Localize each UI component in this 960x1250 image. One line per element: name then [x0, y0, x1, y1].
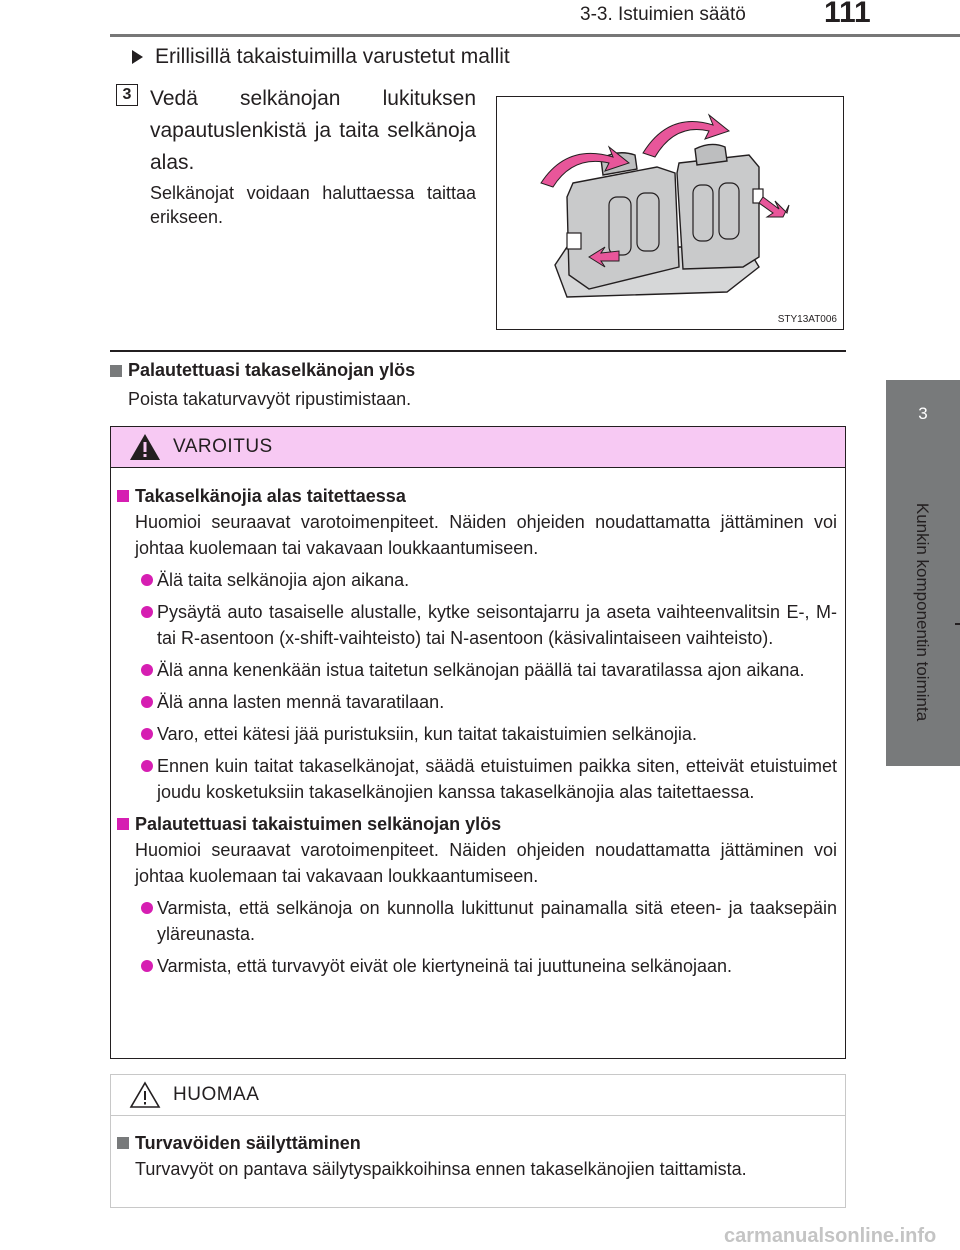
- square-bullet-icon: [110, 365, 122, 377]
- notice-body: Turvavyöt on pantava säilytyspaikkoihinsa ennen takaselkänojien taittamista.: [135, 1159, 747, 1179]
- warning-bullet-text: Älä taita selkänojia ajon aikana.: [157, 570, 410, 590]
- notice-subheading: [117, 1130, 837, 1156]
- release-arrow-right: [759, 197, 789, 217]
- warning-bullet-text: Ennen kuin taitat takaselkänojat, säädä etuistuimen paikka siten, etteivät etuistuimet joudu kosketuksiin takaselkänojien kanssa takaselkänojia alas taitettaessa.: [157, 756, 837, 802]
- triangle-right-icon: [132, 50, 143, 64]
- left-latch: [567, 233, 581, 249]
- warning-bullet: [141, 599, 837, 651]
- chapter-tab[interactable]: [886, 380, 960, 458]
- warning-bullet: [141, 657, 837, 683]
- warning-title: VAROITUS: [173, 436, 273, 457]
- warning-intro: Huomioi seuraavat varotoimenpiteet. Näiden ohjeiden noudattamatta jättäminen voi johtaa kuolemaan tai vakavaan loukkaantumiseen.: [135, 512, 837, 558]
- figure-code: STY13AT006: [777, 314, 837, 325]
- warning-subheading-text: Palautettuasi takaistuimen selkänojan ylös: [135, 814, 502, 834]
- chapter-title: Kunkin komponentin toiminta: [913, 502, 932, 722]
- warning-bullet-text: Varmista, että turvavyöt eivät ole kiertyneinä tai juuttuneina selkänojaan.: [157, 956, 732, 976]
- circle-bullet-icon: [141, 574, 153, 586]
- warning-subheading: [117, 811, 837, 837]
- section-body: Poista takaturvavyöt ripustimistaan.: [128, 389, 412, 409]
- left-backrest: [567, 167, 679, 289]
- section-heading-text: Palautettuasi takaselkänojan ylös: [128, 360, 416, 380]
- step-sub-text: Selkänojat voidaan haluttaessa taittaa erikseen.: [150, 183, 476, 227]
- square-bullet-icon: [117, 490, 129, 502]
- caution-outline-triangle-icon: [129, 1081, 161, 1109]
- circle-bullet-icon: [141, 696, 153, 708]
- warning-triangle-icon: [129, 433, 161, 461]
- section-divider: [110, 350, 846, 352]
- circle-bullet-icon: [141, 902, 153, 914]
- section-heading: [110, 360, 415, 381]
- page-number: 111: [824, 0, 871, 29]
- warning-subheading-text: Takaselkänojia alas taitettaessa: [135, 486, 406, 506]
- watermark: carmanualsonline.info: [724, 1225, 937, 1247]
- circle-bullet-icon: [141, 664, 153, 676]
- warning-bullet: [141, 689, 837, 715]
- chapter-number: 3: [918, 404, 928, 423]
- warning-bullet: [141, 567, 837, 593]
- warning-bullet-text: Pysäytä auto tasaiselle alustalle, kytke seisontajarru ja aseta vaihteenvalitsin E-, M- tai R-asentoon (x-shift-vaihteisto) tai N-asentoon (käsivalintaiseen vaihteisto).: [157, 602, 837, 648]
- warning-bullet: [141, 895, 837, 947]
- warning-bullet: [141, 953, 837, 979]
- square-bullet-icon: [117, 1137, 129, 1149]
- warning-bullet: [141, 753, 837, 805]
- square-bullet-icon: [117, 818, 129, 830]
- right-headrest: [695, 144, 727, 165]
- notice-subheading-text: Turvavöiden säilyttäminen: [135, 1133, 361, 1153]
- circle-bullet-icon: [141, 960, 153, 972]
- warning-bullet-text: Varmista, että selkänoja on kunnolla lukittunut painamalla sitä eteen- ja taaksepäin yläreunasta.: [157, 898, 837, 944]
- warning-content: [111, 468, 845, 979]
- warning-subheading: [117, 483, 837, 509]
- warning-header: [111, 427, 845, 468]
- models-line-text: Erillisillä takaistuimilla varustetut mallit: [155, 45, 510, 68]
- warning-bullet: [141, 721, 837, 747]
- side-dash: [955, 623, 960, 625]
- right-backrest: [677, 155, 759, 269]
- warning-intro: Huomioi seuraavat varotoimenpiteet. Näiden ohjeiden noudattamatta jättäminen voi johtaa kuolemaan tai vakavaan loukkaantumiseen.: [135, 840, 837, 886]
- header-section-title: 3-3. Istuimien säätö: [580, 4, 746, 25]
- circle-bullet-icon: [141, 728, 153, 740]
- notice-header: [111, 1075, 845, 1116]
- header-rule: [110, 34, 960, 37]
- seat-illustration-svg: [497, 97, 845, 331]
- notice-box: [110, 1074, 846, 1208]
- notice-content: [111, 1116, 845, 1182]
- models-line: [132, 45, 510, 69]
- notice-title: HUOMAA: [173, 1084, 260, 1105]
- seat-folding-illustration: [496, 96, 844, 330]
- warning-bullet-text: Älä anna lasten mennä tavaratilaan.: [157, 692, 445, 712]
- warning-bullet-text: Älä anna kenenkään istua taitetun selkänojan päällä tai tavaratilassa ajon aikana.: [157, 660, 805, 680]
- step-number: 3: [116, 84, 138, 106]
- warning-box: [110, 426, 846, 1059]
- circle-bullet-icon: [141, 760, 153, 772]
- circle-bullet-icon: [141, 606, 153, 618]
- warning-bullet-text: Varo, ettei kätesi jää puristuksiin, kun taitat takaistuimien selkänojia.: [157, 724, 697, 744]
- step-main-text: Vedä selkänojan lukituksen vapautuslenkistä ja taita selkänoja alas.: [150, 87, 476, 174]
